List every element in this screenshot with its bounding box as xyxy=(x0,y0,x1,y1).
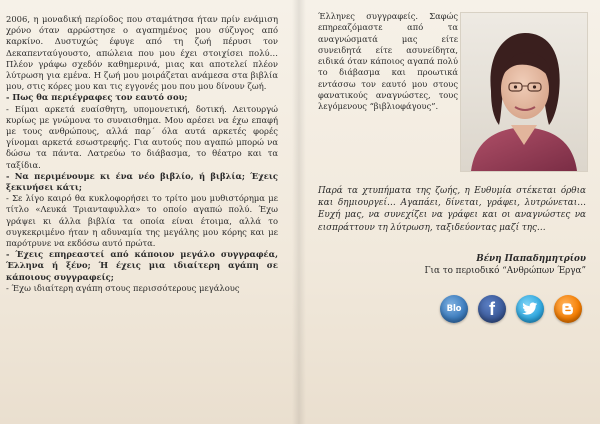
facebook-icon[interactable] xyxy=(478,295,506,323)
author-name: Βένη Παπαδημητρίου xyxy=(476,254,586,264)
answer-self: - Είμαι αρκετά ευαίσθητη, υπομονετική, δοτική. Λειτουργώ κυρίως με γνώμονα το συναισθημα. Μου αρέσει να έχω επαφή με τους ανθρώπους, αλλά παρ΄ όλα αυτά αρκετές φορές γίνομαι αρκετά εσωστρεφής. Για αυτούς που αγαπώ μπορώ να δώσω τα πάντα. Λατρεύω το διάβασμα, το θέατρο και τα ταξίδια. xyxy=(6,103,278,170)
facebook-icon-label: f xyxy=(489,298,495,319)
social-icons xyxy=(438,295,588,325)
closing-text: Παρά τα χτυπήματα της ζωής, η Ευθυμία στέκεται όρθια και δημιουργεί… Αγαπάει, δίνεται, γράφει, λυτρώνεται… Ευχή μας, να συνεχίζει να γράφει και οι αναγνώστες να εισπράττουν τη λύτρωση, ταξιδεύοντας μαζί της… xyxy=(318,186,586,233)
answer-influence: - Έχω ιδιαίτερη αγάπη στους περισσότερους μεγάλους xyxy=(6,282,240,293)
answer-influence-continued: Έλληνες συγγραφείς. Σαφώς επηρεαζόμαστε από τα αναγνώσματά μας είτε συνειδητά είτε ασυνείδητα, ειδικά όταν κάποιος αγαπά πολύ το διάβασμα και προωτικά εντάσσω τον εαυτό μου στους φανατικούς αναγνώστες, τους λεγόμενους “βιβλιοφάγους”. xyxy=(318,11,458,112)
twitter-icon[interactable] xyxy=(516,295,544,323)
twitter-bird-icon xyxy=(522,302,538,316)
left-column xyxy=(6,14,278,294)
author-signature xyxy=(318,253,586,277)
blog-icon-label: Blo xyxy=(446,304,462,314)
blogger-icon[interactable] xyxy=(554,295,582,323)
question-self: - Πως θα περιέγραφες τον εαυτό σου; xyxy=(6,92,188,103)
author-publication: Για το περιοδικό “Ανθρώπων Έργα” xyxy=(424,266,586,276)
author-portrait xyxy=(460,12,588,172)
right-column-text xyxy=(318,11,458,113)
blogger-b-icon xyxy=(561,302,575,316)
answer-new-book: - Σε λίγο καιρό θα κυκλοφορήσει το τρίτο μου μυθιστόρημα με τίτλο «Λευκά Τριανταφυλλα» το οποίο αγαπώ πολύ. Έχω γράψει κι άλλα βιβλία τα οποία είναι έτοιμα, αλλά το συγκεκριμένο ήταν η αδυναμία της μεγάλης μου κόρης και με παρότρυνε να εκδόσω αυτό πρώτα. xyxy=(6,193,278,249)
page-spine xyxy=(292,0,306,424)
question-new-book: - Να περιμένουμε κι ένα νέο βιβλίο, ή βιβλία; Έχεις ξεκινήσει κάτι; xyxy=(6,170,278,193)
question-influence: - Έχεις επηρεαστεί από κάποιον μεγάλο συγγραφέα, Έλληνα ή ξένο; Ή έχεις μια ιδιαίτερη αγάπη σε κάποιους συγγραφείς; xyxy=(6,249,278,282)
closing-paragraph xyxy=(318,185,586,234)
portrait-image xyxy=(461,13,587,171)
paragraph-intro: 2006, η μοναδική περίοδος που σταμάτησα ήταν πρίν ενάμιση χρόνο όταν αρρώστησε ο αγαπημένος μου σύζυγος από καρκίνο. Δυστυχώς έφυγε από τη ζωή πέρυσι τον Δεκαπενταύγουστο, απώλεια που μου έχει στοιχίσει πολύ… Πλέον γράφω σχεδόν καθημερινά, μιας και αποτελεί πλέον λύτρωση για εμένα. Η ζωή μου μοιράζεται ανάμεσα στα βιβλία μου, στις κόρες μου και τις εγγονές μου που μου δίνουν ζωή. xyxy=(6,14,278,92)
blog-icon[interactable] xyxy=(440,295,468,323)
